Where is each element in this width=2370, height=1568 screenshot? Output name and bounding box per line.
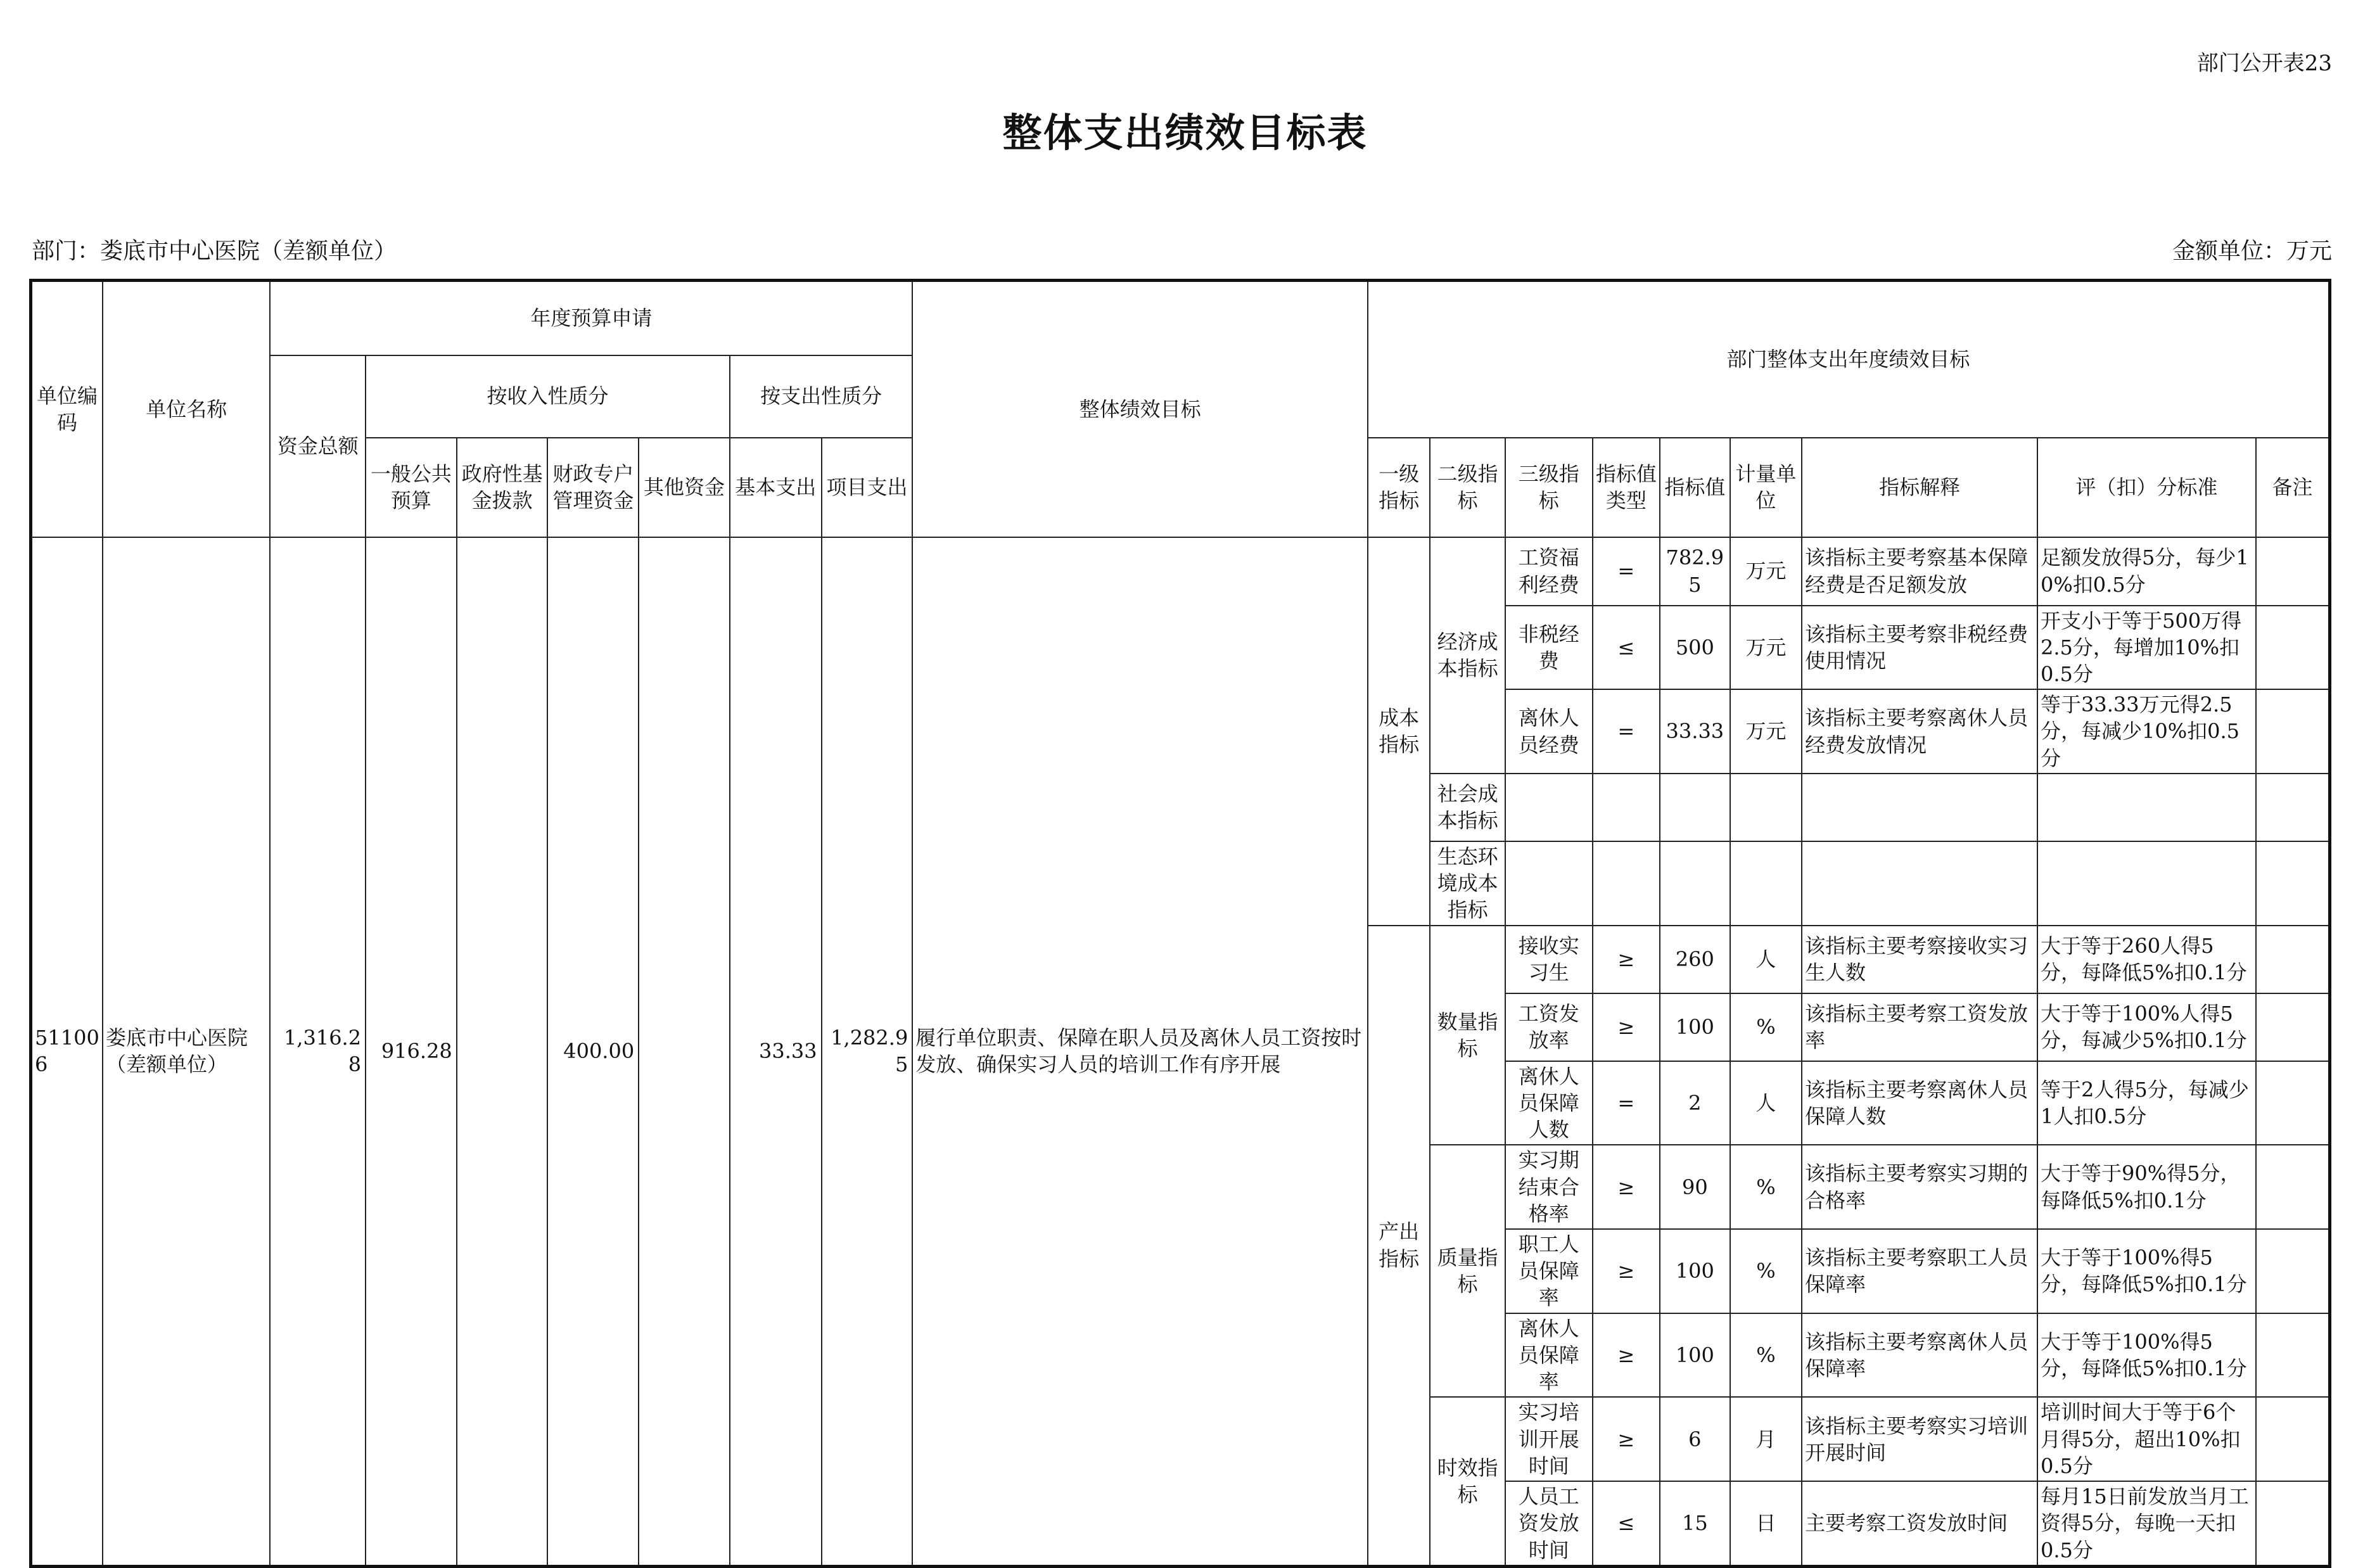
performance-table [29, 279, 2331, 1568]
level2-economic: 经济成本指标 [1430, 537, 1505, 774]
scoring-cell: 等于2人得5分，每减少1人扣0.5分 [2037, 1061, 2256, 1145]
header-fiscal-special: 财政专户管理资金 [547, 438, 639, 537]
value-type-cell: = [1593, 1061, 1660, 1145]
level2-timeliness: 时效指标 [1430, 1397, 1505, 1566]
value-cell [1660, 774, 1730, 841]
value-type-cell [1593, 774, 1660, 841]
header-by-income: 按收入性质分 [366, 355, 730, 438]
header-gov-fund: 政府性基金拨款 [457, 438, 548, 537]
level1-cost: 成本指标 [1368, 537, 1430, 926]
scoring-cell: 每月15日前发放当月工资得5分，每晚一天扣0.5分 [2037, 1481, 2256, 1566]
unit-name-cell: 娄底市中心医院（差额单位） [103, 537, 270, 1567]
value-type-cell [1593, 841, 1660, 926]
remark-cell [2256, 841, 2330, 926]
level3-cell: 人员工资发放时间 [1505, 1481, 1593, 1566]
value-type-cell: ≥ [1593, 1397, 1660, 1481]
remark-cell [2256, 993, 2330, 1061]
scoring-cell: 大于等于100%得5分，每降低5%扣0.1分 [2037, 1313, 2256, 1398]
header-remark: 备注 [2256, 438, 2330, 537]
scoring-cell: 大于等于100%得5分，每降低5%扣0.1分 [2037, 1229, 2256, 1313]
header-scoring: 评（扣）分标准 [2037, 438, 2256, 537]
scoring-cell: 大于等于260人得5分，每降低5%扣0.1分 [2037, 926, 2256, 993]
level3-cell [1505, 774, 1593, 841]
scoring-cell: 大于等于90%得5分，每降低5%扣0.1分 [2037, 1145, 2256, 1229]
unit-cell: % [1730, 1145, 1802, 1229]
page-title: 整体支出绩效目标表 [1002, 110, 1368, 156]
value-cell: 260 [1660, 926, 1730, 993]
header-dept-goal: 部门整体支出年度绩效目标 [1368, 281, 2330, 438]
explanation-cell: 该指标主要考察接收实习生人数 [1802, 926, 2037, 993]
value-type-cell: ≤ [1593, 606, 1660, 690]
unit-cell: 万元 [1730, 537, 1802, 606]
remark-cell [2256, 774, 2330, 841]
level3-cell: 接收实习生 [1505, 926, 1593, 993]
amount-unit-label: 金额单位：万元 [2172, 238, 2332, 264]
fiscal-special-cell: 400.00 [547, 537, 639, 1567]
explanation-cell: 该指标主要考察离休人员经费发放情况 [1802, 689, 2037, 774]
scoring-cell: 足额发放得5分，每少10%扣0.5分 [2037, 537, 2256, 606]
value-cell: 782.95 [1660, 537, 1730, 606]
header-explanation: 指标解释 [1802, 438, 2037, 537]
remark-cell [2256, 1145, 2330, 1229]
remark-cell [2256, 1313, 2330, 1398]
scoring-cell: 开支小于等于500万得2.5分，每增加10%扣0.5分 [2037, 606, 2256, 690]
remark-cell [2256, 1397, 2330, 1481]
other-funds-cell [639, 537, 730, 1567]
explanation-cell [1802, 774, 2037, 841]
explanation-cell: 该指标主要考察职工人员保障率 [1802, 1229, 2037, 1313]
value-cell: 100 [1660, 1229, 1730, 1313]
explanation-cell: 该指标主要考察基本保障经费是否足额发放 [1802, 537, 2037, 606]
scoring-cell: 等于33.33万元得2.5分，每减少10%扣0.5分 [2037, 689, 2256, 774]
gov-fund-cell [457, 537, 548, 1567]
basic-exp-cell: 33.33 [730, 537, 822, 1567]
level3-cell: 工资发放率 [1505, 993, 1593, 1061]
explanation-cell: 该指标主要考察工资发放率 [1802, 993, 2037, 1061]
header-total-funds: 资金总额 [270, 355, 366, 537]
value-cell: 6 [1660, 1397, 1730, 1481]
value-cell: 2 [1660, 1061, 1730, 1145]
header-level1: 一级指标 [1368, 438, 1430, 537]
header-level3: 三级指标 [1505, 438, 1593, 537]
value-type-cell: ≥ [1593, 1229, 1660, 1313]
remark-cell [2256, 1229, 2330, 1313]
level3-cell: 职工人员保障率 [1505, 1229, 1593, 1313]
form-number: 部门公开表23 [2196, 51, 2332, 76]
value-cell: 90 [1660, 1145, 1730, 1229]
department-label: 部门：娄底市中心医院（差额单位） [32, 238, 397, 264]
level2-quantity: 数量指标 [1430, 926, 1505, 1145]
header-unit-code: 单位编码 [31, 281, 103, 537]
header-other-funds: 其他资金 [639, 438, 730, 537]
header-general-budget: 一般公共预算 [366, 438, 457, 537]
remark-cell [2256, 1061, 2330, 1145]
header-basic-exp: 基本支出 [730, 438, 822, 537]
header-project-exp: 项目支出 [822, 438, 913, 537]
value-type-cell: ≥ [1593, 1313, 1660, 1398]
explanation-cell: 该指标主要考察实习培训开展时间 [1802, 1397, 2037, 1481]
level3-cell: 非税经费 [1505, 606, 1593, 690]
explanation-cell: 该指标主要考察离休人员保障率 [1802, 1313, 2037, 1398]
value-cell: 15 [1660, 1481, 1730, 1566]
value-type-cell: = [1593, 689, 1660, 774]
level3-cell: 实习培训开展时间 [1505, 1397, 1593, 1481]
unit-cell: 万元 [1730, 689, 1802, 774]
unit-cell: 月 [1730, 1397, 1802, 1481]
header-value-type: 指标值类型 [1593, 438, 1660, 537]
unit-code-cell: 511006 [31, 537, 103, 1567]
level1-output: 产出指标 [1368, 926, 1430, 1567]
unit-cell: % [1730, 993, 1802, 1061]
header-annual-budget: 年度预算申请 [270, 281, 912, 355]
header-measure-unit: 计量单位 [1730, 438, 1802, 537]
value-cell [1660, 841, 1730, 926]
level2-quality: 质量指标 [1430, 1145, 1505, 1397]
unit-cell: 万元 [1730, 606, 1802, 690]
scoring-cell: 培训时间大于等于6个月得5分，超出10%扣0.5分 [2037, 1397, 2256, 1481]
overall-goal-cell: 履行单位职责、保障在职人员及离休人员工资按时发放、确保实习人员的培训工作有序开展 [912, 537, 1368, 1567]
unit-cell: % [1730, 1313, 1802, 1398]
general-budget-cell: 916.28 [366, 537, 457, 1567]
level3-cell: 实习期结束合格率 [1505, 1145, 1593, 1229]
level3-cell [1505, 841, 1593, 926]
remark-cell [2256, 926, 2330, 993]
value-type-cell: ≤ [1593, 1481, 1660, 1566]
value-type-cell: ≥ [1593, 993, 1660, 1061]
scoring-cell: 大于等于100%人得5分，每减少5%扣0.1分 [2037, 993, 2256, 1061]
level2-eco-env: 生态环境成本指标 [1430, 841, 1505, 926]
level3-cell: 离休人员保障人数 [1505, 1061, 1593, 1145]
unit-cell: % [1730, 1229, 1802, 1313]
remark-cell [2256, 1481, 2330, 1566]
unit-cell: 日 [1730, 1481, 1802, 1566]
explanation-cell: 主要考察工资发放时间 [1802, 1481, 2037, 1566]
header-value: 指标值 [1660, 438, 1730, 537]
unit-cell [1730, 841, 1802, 926]
explanation-cell: 该指标主要考察离休人员保障人数 [1802, 1061, 2037, 1145]
explanation-cell [1802, 841, 2037, 926]
scoring-cell [2037, 774, 2256, 841]
value-cell: 100 [1660, 1313, 1730, 1398]
value-type-cell: ≥ [1593, 1145, 1660, 1229]
remark-cell [2256, 537, 2330, 606]
unit-cell [1730, 774, 1802, 841]
header-by-expense: 按支出性质分 [730, 355, 912, 438]
value-type-cell: = [1593, 537, 1660, 606]
header-level2: 二级指标 [1430, 438, 1505, 537]
remark-cell [2256, 606, 2330, 690]
unit-cell: 人 [1730, 926, 1802, 993]
level3-cell: 离休人员保障率 [1505, 1313, 1593, 1398]
value-cell: 33.33 [1660, 689, 1730, 774]
remark-cell [2256, 689, 2330, 774]
value-cell: 500 [1660, 606, 1730, 690]
project-exp-cell: 1,282.95 [822, 537, 913, 1567]
header-overall-goal: 整体绩效目标 [912, 281, 1368, 537]
explanation-cell: 该指标主要考察非税经费使用情况 [1802, 606, 2037, 690]
level3-cell: 离休人员经费 [1505, 689, 1593, 774]
table-row [31, 537, 2330, 606]
value-type-cell: ≥ [1593, 926, 1660, 993]
unit-cell: 人 [1730, 1061, 1802, 1145]
scoring-cell [2037, 841, 2256, 926]
level2-social: 社会成本指标 [1430, 774, 1505, 841]
header-unit-name: 单位名称 [103, 281, 270, 537]
total-funds-cell: 1,316.28 [270, 537, 366, 1567]
value-cell: 100 [1660, 993, 1730, 1061]
explanation-cell: 该指标主要考察实习期的合格率 [1802, 1145, 2037, 1229]
level3-cell: 工资福利经费 [1505, 537, 1593, 606]
